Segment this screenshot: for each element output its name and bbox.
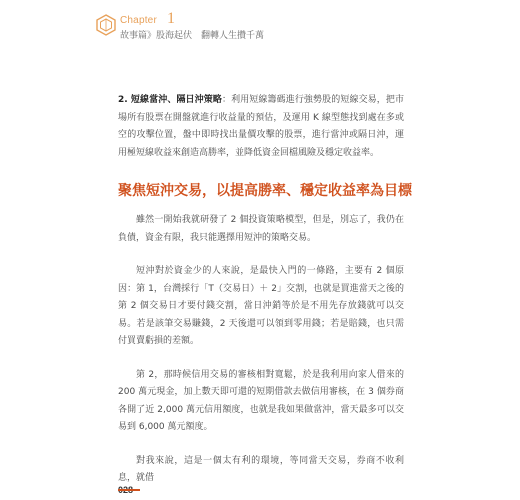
page-footer <box>118 478 158 497</box>
strategy-paragraph <box>118 92 404 162</box>
hexagon-logo-icon <box>96 14 116 36</box>
body-paragraph: 第 2，那時候信用交易的審核相對寬鬆，於是我利用向家人借來的 200 萬元現金，加上數天即可還的短期借款去做信用審核，在 3 個券商各開了近 2,000 萬元信用額度，也就是我如果做當沖，當天最多可以交易到 6,000 萬元額度。 <box>118 369 404 432</box>
running-header-title: 故事篇》股海起伏 翻轉人生攢千萬 <box>120 31 265 41</box>
page-body <box>118 92 412 488</box>
chapter-label: Chapter <box>120 15 157 26</box>
chapter-number: 1 <box>167 10 175 27</box>
strategy-lead-label: 2. 短線當沖、隔日沖策略 <box>118 95 222 105</box>
body-paragraph: 短沖對於資金少的人來說，是最快入門的一條路，主要有 2 個原因：第 1，台灣採行「T（交易日）＋ 2」交割，也就是買進當天之後的第 2 個交易日才要付錢交割，當日沖銷等於是不用先存放錢就可以交易。若是該筆交易賺錢，2 天後還可以領到零用錢；若是賠錢，也只需付買賣虧損的差額。 <box>118 266 404 346</box>
page-number-underline <box>118 489 140 491</box>
chapter-header <box>96 12 426 46</box>
section-heading: 聚焦短沖交易，以提高勝率、穩定收益率為目標 <box>118 183 412 199</box>
body-paragraph: 雖然一開始我就研發了 2 個投資策略模型，但是，別忘了，我仍在負債，資金有限，我只能選擇用短沖的策略交易。 <box>118 215 404 243</box>
body-paragraph: 對我來說，這是一個太有利的環境，等同當天交易，券商不收利息，就借 <box>118 455 404 483</box>
strategy-lead-text: ：利用短線籌碼進行強勢股的短線交易，把市場所有股票在開盤就進行收益量的預估，及運用 K 線型態找到處在多或空的攻擊位置，盤中即時找出量價攻擊的股票，進行當沖或隔日沖，運用極短線收益來創造高勝率，並降低資金回檔風險及穩定收益率。 <box>118 95 404 158</box>
